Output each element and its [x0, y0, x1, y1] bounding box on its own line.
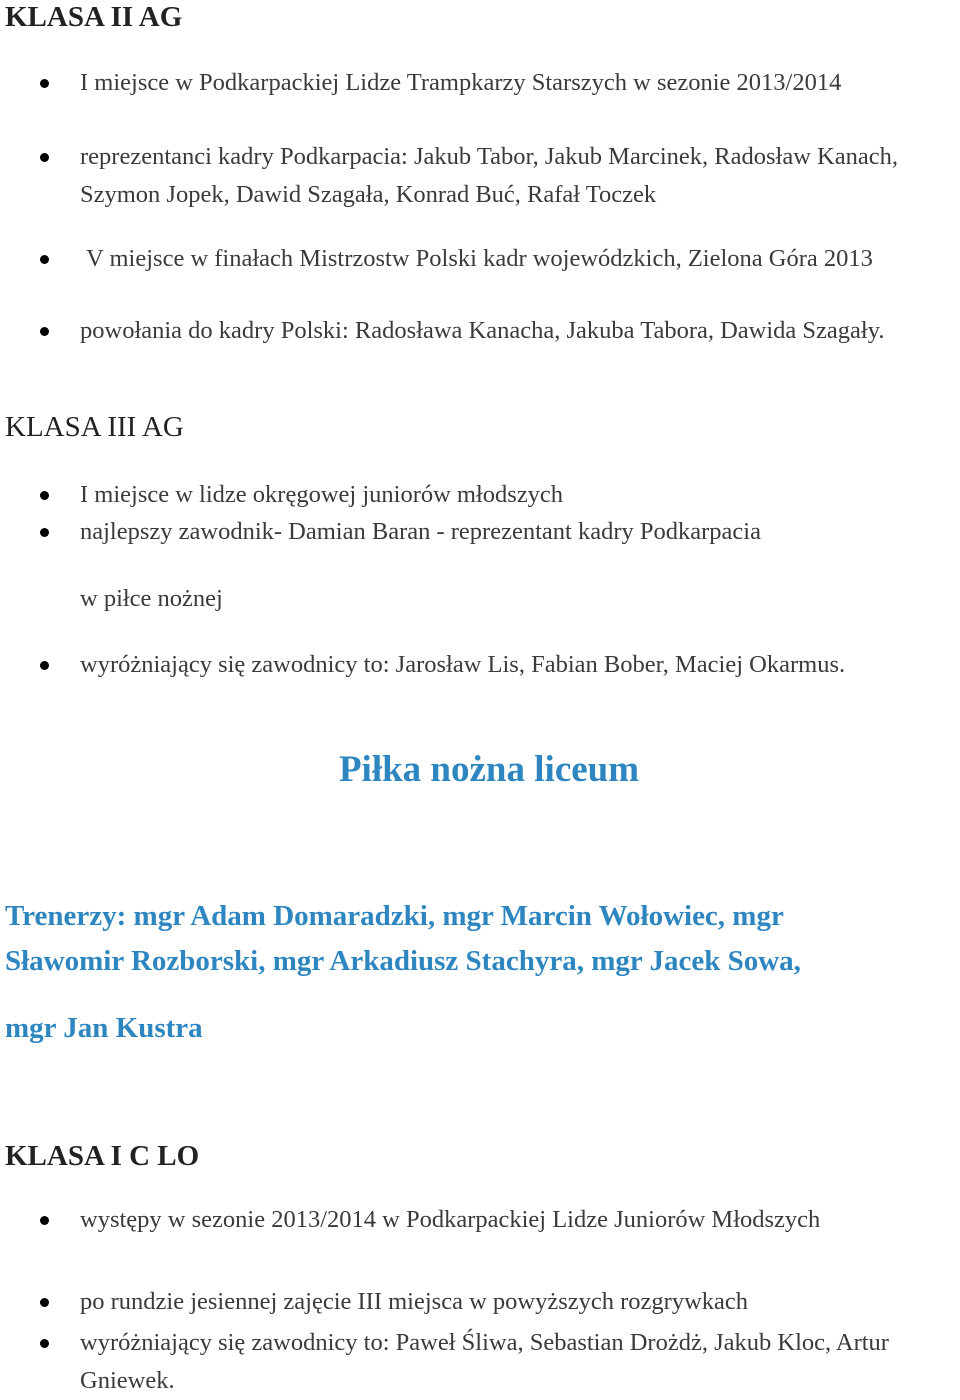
heading-klasa-i-c-lo: KLASA I C LO	[5, 1140, 200, 1172]
list-item	[80, 240, 958, 278]
list-item-text: powołania do kadry Polski: Radosława Kanacha, Jakuba Tabora, Dawida Szagały.	[80, 317, 885, 344]
list-item-text: wyróżniający się zawodnicy to: Jarosław Lis, Fabian Bober, Maciej Okarmus.	[80, 651, 846, 678]
list-item-text: wyróżniający się zawodnicy to: Paweł Śliwa, Sebastian Drożdż, Jakub Kloc, Artur Gniewek.	[80, 1329, 889, 1394]
list-item	[80, 1201, 958, 1239]
list-item	[80, 138, 958, 214]
coaches-line: mgr Jan Kustra	[5, 1012, 203, 1044]
heading-klasa-ii-ag: KLASA II AG	[5, 1, 183, 33]
list-item	[80, 476, 958, 514]
section-title-pilka-nozna-liceum: Piłka nożna liceum	[338, 749, 640, 790]
coaches-text	[5, 894, 957, 1051]
list-item-text: występy w sezonie 2013/2014 w Podkarpackiej Lidze Juniorów Młodszych	[80, 1206, 821, 1233]
bullet-icon	[40, 661, 49, 670]
bullet-icon	[40, 153, 49, 162]
bullet-icon	[40, 528, 49, 537]
coaches-line: Trenerzy: mgr Adam Domaradzki, mgr Marcin Wołowiec, mgr	[5, 900, 784, 932]
bullet-icon	[40, 79, 49, 88]
list-item-text: V miejsce w finałach Mistrzostw Polski kadr wojewódzkich, Zielona Góra 2013	[80, 245, 873, 272]
continuation-text: w piłce nożnej	[80, 585, 223, 612]
heading-klasa-iii-ag: KLASA III AG	[5, 411, 184, 443]
list-item	[80, 64, 958, 102]
list-item	[80, 513, 958, 551]
list-item	[80, 1283, 958, 1321]
bullet-icon	[40, 1339, 49, 1348]
list-item-text: reprezentanci kadry Podkarpacia: Jakub Tabor, Jakub Marcinek, Radosław Kanach, Szymon Jopek, Dawid Szagała, Konrad Buć, Rafał Toczek	[80, 143, 898, 208]
coaches-line: Sławomir Rozborski, mgr Arkadiusz Stachyra, mgr Jacek Sowa,	[5, 945, 801, 977]
bullet-icon	[40, 491, 49, 500]
bullet-icon	[40, 327, 49, 336]
list-item	[80, 312, 958, 350]
list-item-text: I miejsce w Podkarpackiej Lidze Trampkarzy Starszych w sezonie 2013/2014	[80, 69, 842, 96]
bullet-icon	[40, 255, 49, 264]
list-item-text: po rundzie jesiennej zajęcie III miejsca w powyższych rozgrywkach	[80, 1288, 749, 1315]
list-item-text: najlepszy zawodnik- Damian Baran - reprezentant kadry Podkarpacia	[80, 518, 761, 545]
list-item-text: I miejsce w lidze okręgowej juniorów młodszych	[80, 481, 564, 508]
bullet-icon	[40, 1216, 49, 1225]
list-item	[80, 646, 958, 684]
list-item	[80, 1324, 958, 1400]
bullet-icon	[40, 1298, 49, 1307]
